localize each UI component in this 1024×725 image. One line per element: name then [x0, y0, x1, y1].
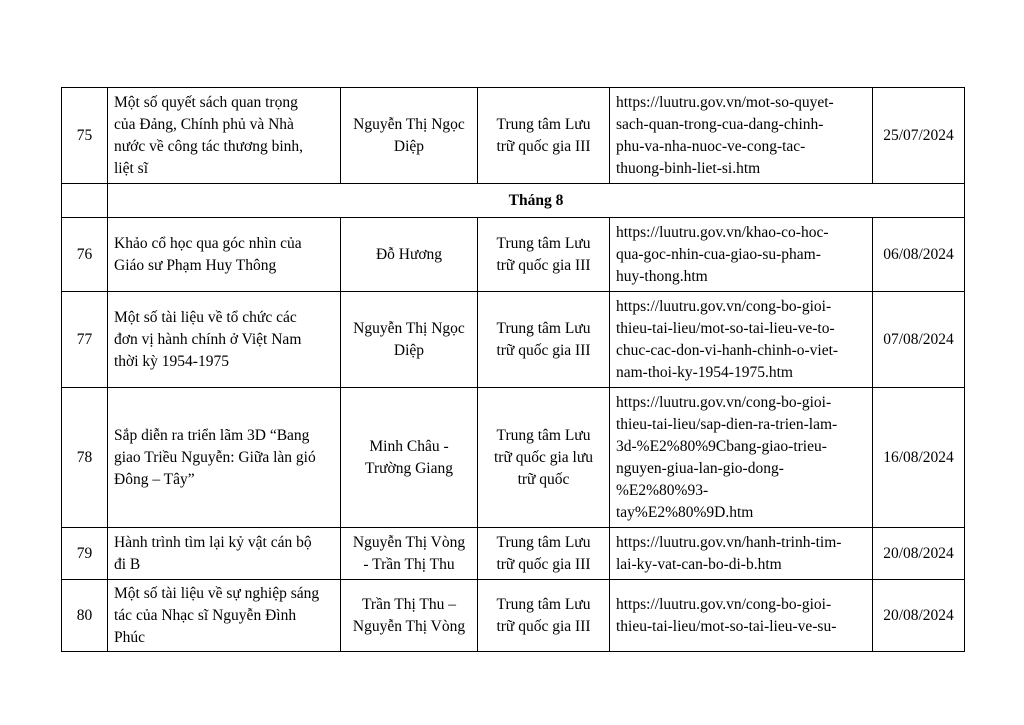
link-line: https://luutru.gov.vn/cong-bo-gioi- — [616, 297, 832, 315]
title-line: liệt sĩ — [114, 159, 149, 177]
title-line: tác của Nhạc sĩ Nguyễn Đình — [114, 606, 297, 624]
article-date: 16/08/2024 — [873, 388, 965, 528]
title-line: Giáo sư Phạm Huy Thông — [114, 256, 277, 274]
author-line: - Trần Thị Thu — [363, 555, 455, 573]
row-number: 78 — [62, 388, 108, 528]
unit-line: trữ quốc gia III — [496, 555, 591, 573]
unit-line: trữ quốc gia III — [496, 617, 591, 635]
article-title — [108, 292, 341, 388]
link-line: tay%E2%80%9D.htm — [616, 503, 754, 521]
articles-table — [61, 87, 965, 652]
unit-line: Trung tâm Lưu — [496, 595, 591, 613]
article-date: 07/08/2024 — [873, 292, 965, 388]
unit-line: Trung tâm Lưu — [496, 115, 591, 133]
article-link[interactable] — [610, 580, 873, 652]
article-unit — [478, 292, 610, 388]
title-line: của Đảng, Chính phủ và Nhà — [114, 115, 294, 133]
title-line: thời kỳ 1954-1975 — [114, 352, 229, 370]
author-line: Minh Châu - — [369, 437, 449, 455]
article-unit — [478, 218, 610, 292]
link-line: https://luutru.gov.vn/cong-bo-gioi- — [616, 595, 832, 613]
row-number: 75 — [62, 88, 108, 184]
article-link[interactable] — [610, 292, 873, 388]
link-line: chuc-cac-don-vi-hanh-chinh-o-viet- — [616, 341, 839, 359]
title-line: Hành trình tìm lại kỷ vật cán bộ — [114, 533, 312, 551]
unit-line: trữ quốc gia III — [496, 137, 591, 155]
author-line: Trường Giang — [365, 459, 453, 477]
article-title — [108, 388, 341, 528]
unit-line: trữ quốc gia III — [496, 341, 591, 359]
article-author — [341, 218, 478, 292]
title-line: Khảo cổ học qua góc nhìn của — [114, 234, 302, 252]
link-line: %E2%80%93- — [616, 481, 709, 499]
link-line: thieu-tai-lieu/mot-so-tai-lieu-ve-to- — [616, 319, 835, 337]
unit-line: Trung tâm Lưu — [496, 319, 591, 337]
table-row — [62, 388, 965, 528]
article-link[interactable] — [610, 88, 873, 184]
author-line: Trần Thị Thu – — [361, 595, 457, 613]
article-date: 06/08/2024 — [873, 218, 965, 292]
article-unit — [478, 580, 610, 652]
link-line: huy-thong.htm — [616, 267, 708, 285]
row-number: 79 — [62, 528, 108, 580]
title-line: Một số quyết sách quan trọng — [114, 93, 298, 111]
unit-line: trữ quốc gia lưu — [493, 448, 594, 466]
article-author — [341, 580, 478, 652]
title-line: đi B — [114, 555, 141, 573]
table-body — [62, 88, 965, 652]
article-title — [108, 218, 341, 292]
author-line: Nguyễn Thị Ngọc — [353, 115, 465, 133]
month-row-number — [62, 184, 108, 218]
link-line: qua-goc-nhin-cua-giao-su-pham- — [616, 245, 821, 263]
title-line: Phúc — [114, 628, 145, 646]
link-line: https://luutru.gov.vn/khao-co-hoc- — [616, 223, 829, 241]
unit-line: trữ quốc gia III — [496, 256, 591, 274]
title-line: giao Triều Nguyễn: Giữa làn gió — [114, 448, 316, 466]
unit-line: Trung tâm Lưu — [496, 533, 591, 551]
table-row — [62, 88, 965, 184]
title-line: Đông – Tây” — [114, 470, 195, 488]
link-line: 3d-%E2%80%9Cbang-giao-trieu- — [616, 437, 827, 455]
link-line: nam-thoi-ky-1954-1975.htm — [616, 363, 793, 381]
article-title — [108, 528, 341, 580]
row-number: 77 — [62, 292, 108, 388]
article-date: 25/07/2024 — [873, 88, 965, 184]
article-author — [341, 292, 478, 388]
row-number: 80 — [62, 580, 108, 652]
month-row — [62, 184, 965, 218]
article-unit — [478, 388, 610, 528]
link-line: lai-ky-vat-can-bo-di-b.htm — [616, 555, 782, 573]
article-date: 20/08/2024 — [873, 580, 965, 652]
title-line: đơn vị hành chính ở Việt Nam — [114, 330, 302, 348]
link-line: thieu-tai-lieu/sap-dien-ra-trien-lam- — [616, 415, 838, 433]
link-line: https://luutru.gov.vn/hanh-trinh-tim- — [616, 533, 842, 551]
article-title — [108, 88, 341, 184]
link-line: thieu-tai-lieu/mot-so-tai-lieu-ve-su- — [616, 617, 837, 635]
table-row — [62, 292, 965, 388]
article-author — [341, 528, 478, 580]
table-row — [62, 218, 965, 292]
table-row — [62, 580, 965, 652]
article-author — [341, 388, 478, 528]
link-line: phu-va-nha-nuoc-ve-cong-tac- — [616, 137, 806, 155]
month-label: Tháng 8 — [108, 184, 965, 218]
author-line: Nguyễn Thị Ngọc — [353, 319, 465, 337]
row-number: 76 — [62, 218, 108, 292]
article-author — [341, 88, 478, 184]
article-unit — [478, 88, 610, 184]
table-row — [62, 528, 965, 580]
article-link[interactable] — [610, 388, 873, 528]
article-link[interactable] — [610, 218, 873, 292]
link-line: sach-quan-trong-cua-dang-chinh- — [616, 115, 824, 133]
title-line: Một số tài liệu về sự nghiệp sáng — [114, 584, 320, 602]
title-line: Một số tài liệu về tổ chức các — [114, 308, 297, 326]
author-line: Diệp — [393, 341, 425, 359]
title-line: Sắp diễn ra triển lãm 3D “Bang — [114, 426, 310, 444]
author-line: Nguyễn Thị Vòng — [352, 533, 466, 551]
unit-line: Trung tâm Lưu — [496, 426, 591, 444]
title-line: nước về công tác thương binh, — [114, 137, 304, 155]
author-line: Diệp — [393, 137, 425, 155]
author-line: Đỗ Hương — [375, 245, 443, 263]
unit-line: Trung tâm Lưu — [496, 234, 591, 252]
article-title — [108, 580, 341, 652]
link-line: https://luutru.gov.vn/mot-so-quyet- — [616, 93, 834, 111]
link-line: https://luutru.gov.vn/cong-bo-gioi- — [616, 393, 832, 411]
link-line: thuong-binh-liet-si.htm — [616, 159, 761, 177]
author-line: Nguyễn Thị Vòng — [352, 617, 466, 635]
link-line: nguyen-giua-lan-gio-dong- — [616, 459, 784, 477]
article-unit — [478, 528, 610, 580]
unit-line: trữ quốc — [517, 470, 570, 488]
article-date: 20/08/2024 — [873, 528, 965, 580]
article-link[interactable] — [610, 528, 873, 580]
